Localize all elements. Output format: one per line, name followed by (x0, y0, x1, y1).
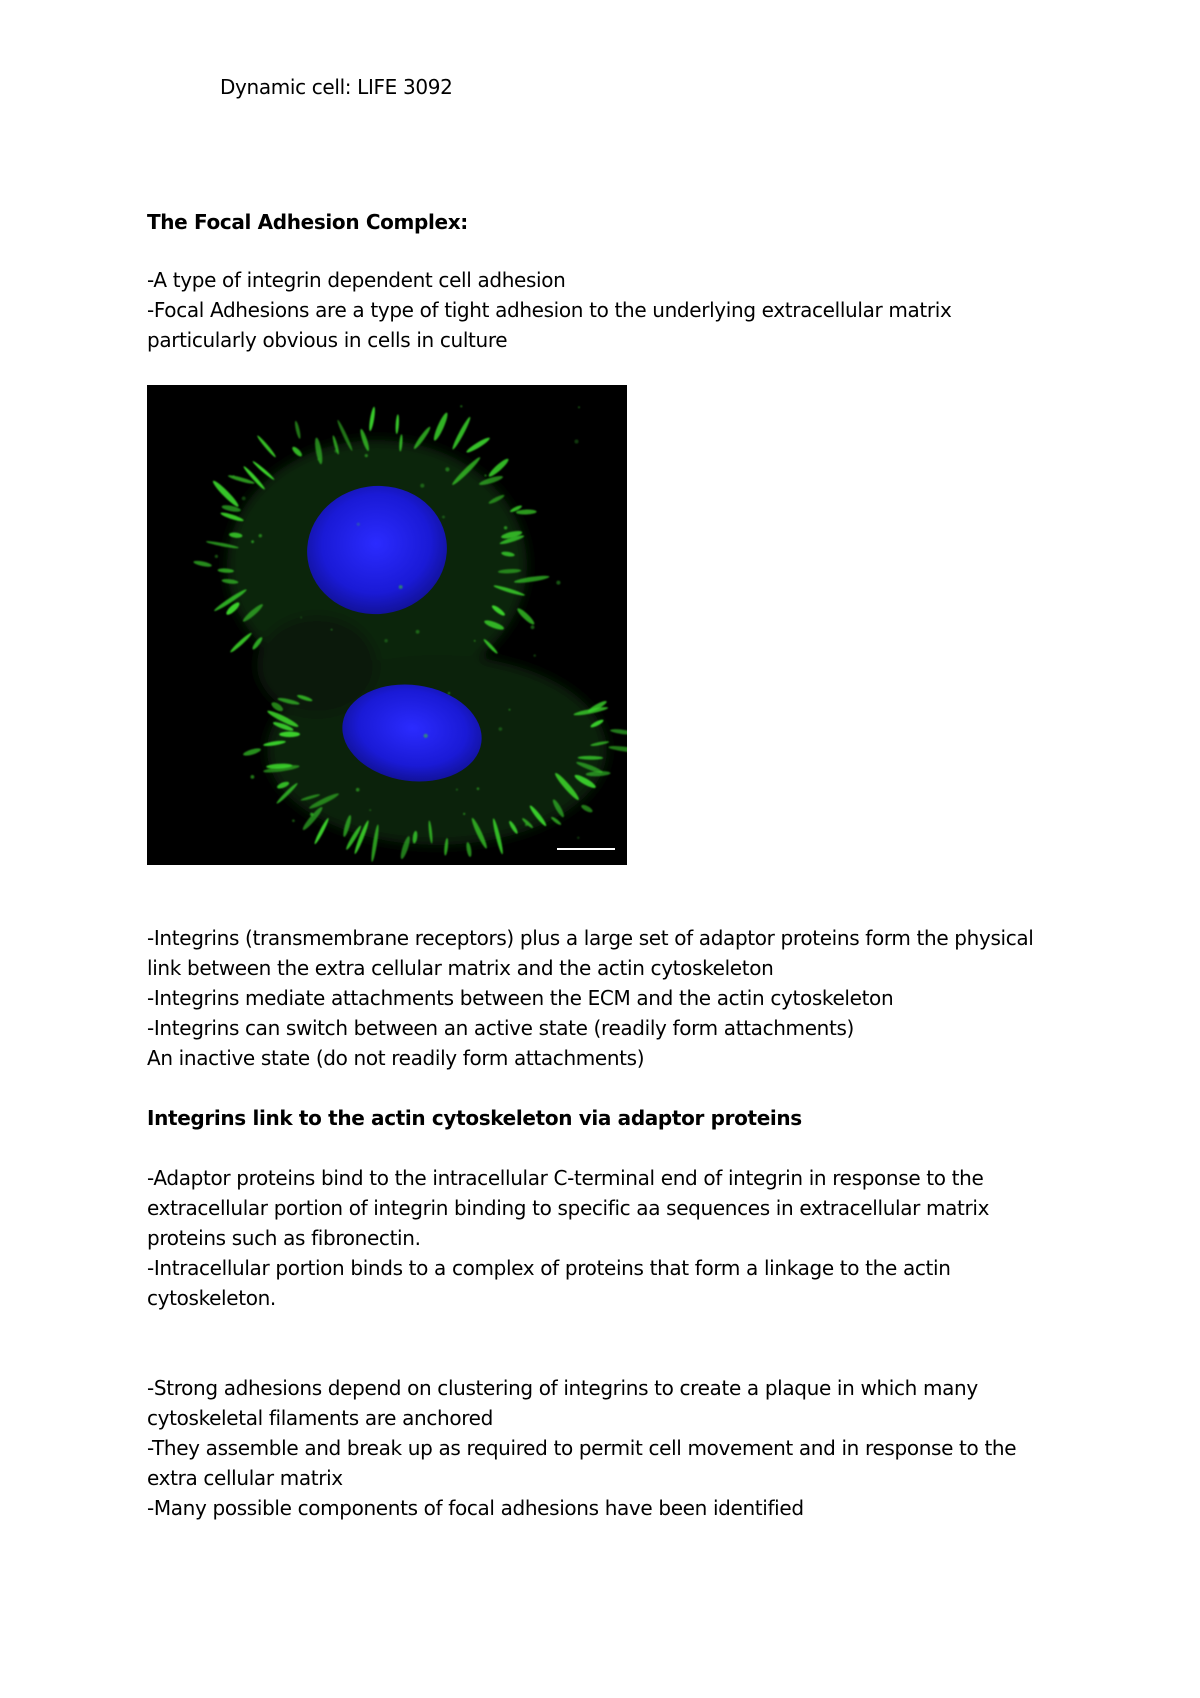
focal-adhesion-dot (215, 555, 218, 558)
text-line: -Many possible components of focal adhesions have been identified (147, 1496, 804, 1520)
focal-adhesion-dot (424, 734, 428, 738)
focal-adhesion-dot (334, 449, 338, 453)
scale-bar (557, 848, 615, 850)
focal-adhesion-dot (504, 526, 507, 529)
course-header: Dynamic cell: LIFE 3092 (220, 75, 453, 99)
text-line: proteins such as fibronectin. (147, 1226, 421, 1250)
text-line: -Integrins mediate attachments between the ECM and the actin cytoskeleton (147, 986, 894, 1010)
focal-adhesion-dot (477, 787, 480, 790)
focal-adhesion-dot (357, 523, 360, 526)
focal-adhesion-dot (416, 630, 420, 634)
focal-adhesion-dot (448, 692, 450, 694)
text-line: -A type of integrin dependent cell adhesion (147, 268, 566, 292)
focal-adhesion-dot (442, 516, 445, 519)
focal-adhesion-dot (577, 837, 579, 839)
focal-adhesion-dot (525, 823, 528, 826)
text-line: An inactive state (do not readily form attachments) (147, 1046, 645, 1070)
focal-adhesion-dot (292, 819, 295, 822)
focal-adhesion-dot (556, 581, 560, 585)
focal-adhesion-dot (317, 458, 319, 460)
focal-adhesion-dot (310, 813, 313, 816)
focal-adhesion-dot (331, 629, 333, 631)
focal-adhesion-dot (531, 625, 535, 629)
focal-adhesion-dot (534, 654, 536, 656)
focal-adhesion-dot (300, 617, 302, 619)
text-line: extra cellular matrix (147, 1466, 343, 1490)
focal-adhesion-dot (365, 454, 368, 457)
focal-adhesion-dot (445, 467, 449, 471)
focal-adhesion-dot (575, 440, 579, 444)
text-line: extracellular portion of integrin binding to specific aa sequences in extracellular matrix (147, 1196, 990, 1220)
focal-adhesion-dot (233, 475, 235, 477)
focal-adhesion-dot (463, 813, 465, 815)
focal-adhesion-dot (485, 475, 487, 477)
micrograph-image (147, 385, 627, 865)
text-line: -Strong adhesions depend on clustering of integrins to create a plaque in which many (147, 1376, 978, 1400)
section-heading-focal-adhesion: The Focal Adhesion Complex: (147, 210, 468, 234)
text-line: cytoskeleton. (147, 1286, 276, 1310)
text-line: -Adaptor proteins bind to the intracellular C-terminal end of integrin in response to the (147, 1166, 984, 1190)
focal-adhesion-dot (420, 484, 424, 488)
focal-adhesion-dot (384, 639, 387, 642)
focal-adhesion-dot (474, 640, 476, 642)
text-line: -Intracellular portion binds to a complex of proteins that form a linkage to the actin (147, 1256, 951, 1280)
text-line: particularly obvious in cells in culture (147, 328, 508, 352)
focal-adhesion-dot (251, 540, 254, 543)
focal-adhesion-dot (369, 809, 371, 811)
focal-adhesion-dot (460, 405, 462, 407)
section-heading-integrins-link: Integrins link to the actin cytoskeleton via adaptor proteins (147, 1106, 802, 1130)
focal-adhesion-dot (509, 709, 511, 711)
text-line: cytoskeletal filaments are anchored (147, 1406, 493, 1430)
focal-adhesion-dot (399, 585, 403, 589)
text-line: link between the extra cellular matrix and the actin cytoskeleton (147, 956, 774, 980)
text-line: -They assemble and break up as required to permit cell movement and in response to the (147, 1436, 1017, 1460)
focal-adhesion-dot (456, 789, 458, 791)
focal-adhesion-dot (259, 534, 262, 537)
focal-adhesion-dot (499, 727, 503, 731)
focal-adhesion-micrograph (147, 385, 627, 865)
focal-adhesion-dot (578, 406, 580, 408)
text-line: -Integrins (transmembrane receptors) plus a large set of adaptor proteins form the physical (147, 926, 1034, 950)
text-line: -Integrins can switch between an active state (readily form attachments) (147, 1016, 854, 1040)
focal-adhesion-dot (356, 788, 360, 792)
focal-adhesion-dot (251, 775, 255, 779)
focal-adhesion-dot (242, 497, 246, 501)
text-line: -Focal Adhesions are a type of tight adhesion to the underlying extracellular matrix (147, 298, 952, 322)
